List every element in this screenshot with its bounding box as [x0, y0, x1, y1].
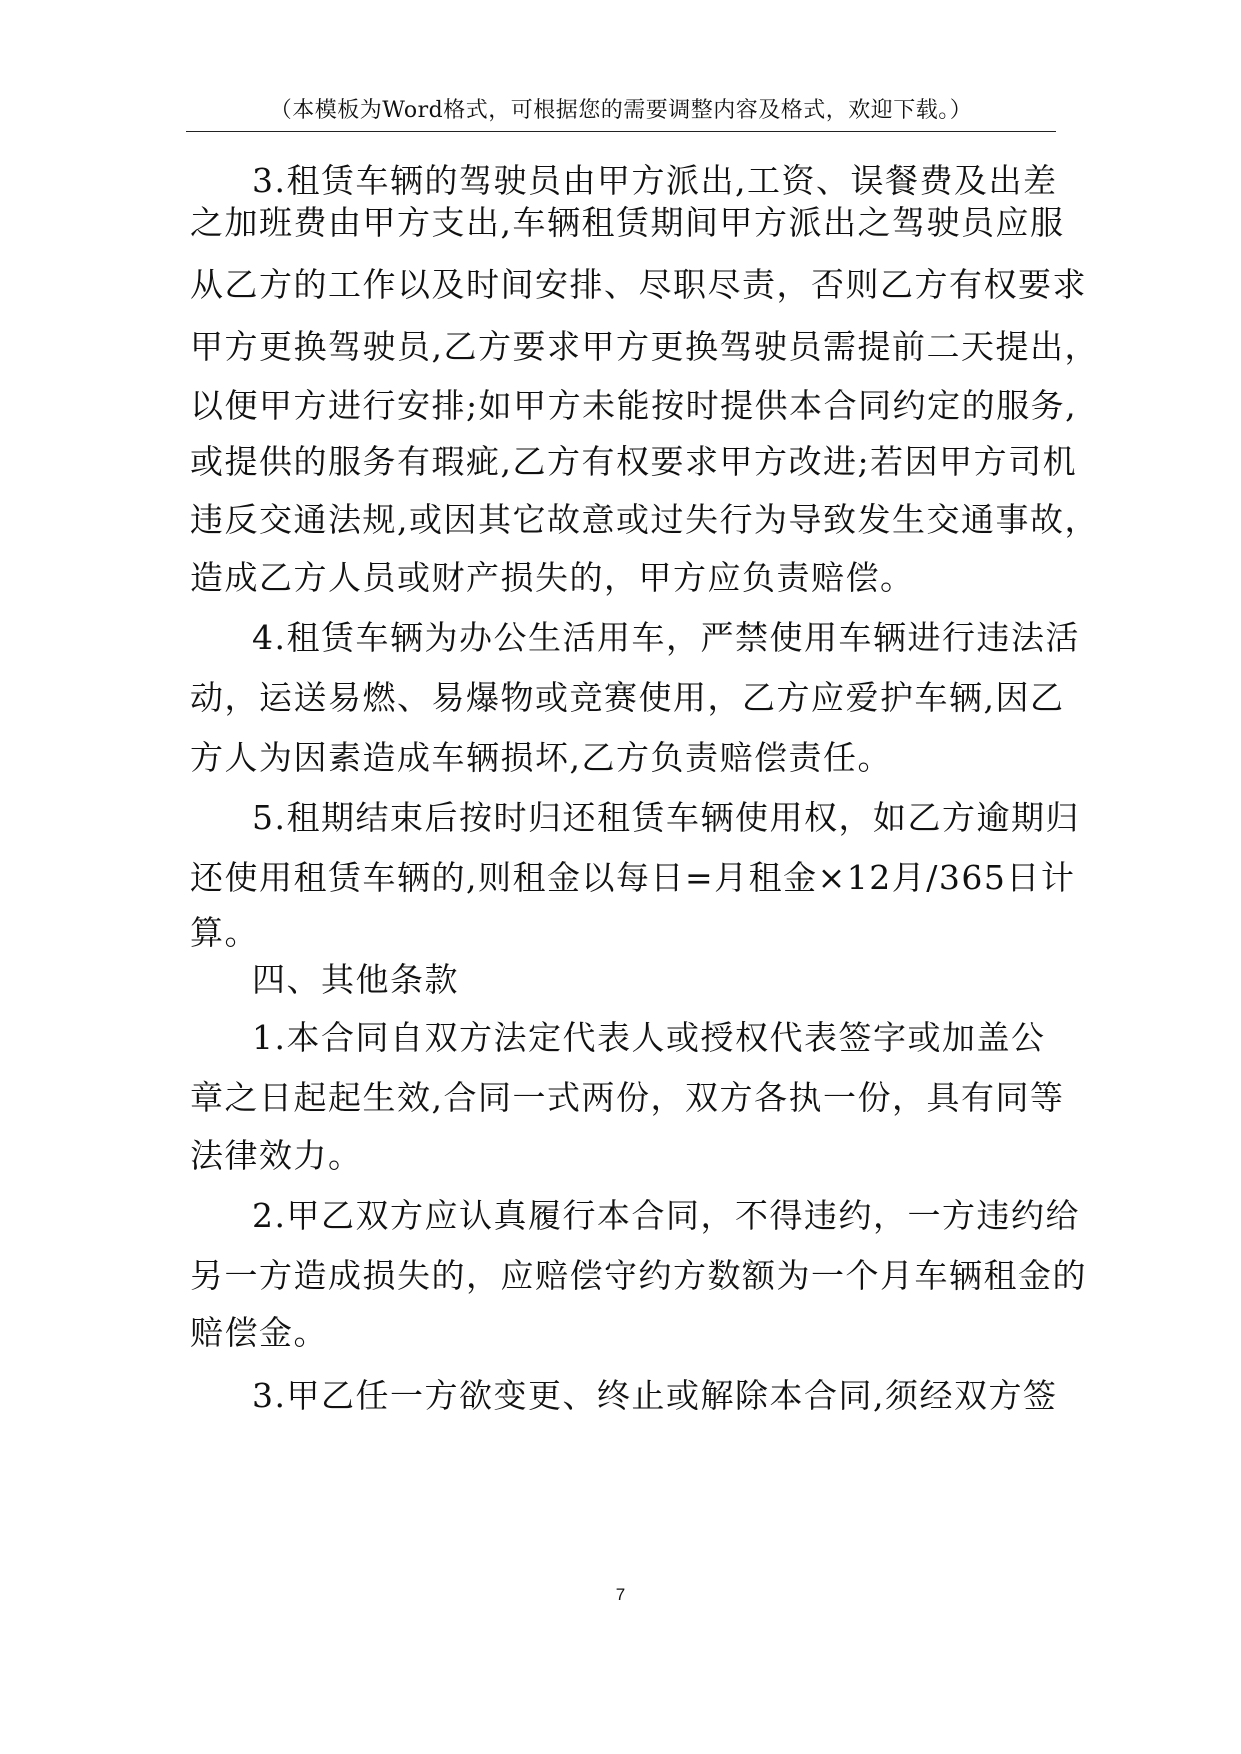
paragraph-line: 另一方造成损失的，应赔偿守约方数额为一个月车辆租金的 [190, 1256, 1087, 1295]
paragraph-line: 算。 [190, 913, 259, 952]
paragraph-line: 5.租期结束后按时归还租赁车辆使用权，如乙方逾期归 [252, 798, 1080, 837]
paragraph-line: 法律效力。 [190, 1136, 363, 1175]
paragraph-line: 从乙方的工作以及时间安排、尽职尽责，否则乙方有权要求 [190, 265, 1087, 304]
paragraph-line: 1.本合同自双方法定代表人或授权代表签字或加盖公 [252, 1018, 1046, 1057]
paragraph-line: 赔偿金。 [190, 1313, 328, 1352]
paragraph-line: 章之日起起生效,合同一式两份，双方各执一份，具有同等 [190, 1078, 1065, 1117]
paragraph-line: 造成乙方人员或财产损失的，甲方应负责赔偿。 [190, 558, 915, 597]
paragraph-line: 3.甲乙任一方欲变更、终止或解除本合同,须经双方签 [252, 1376, 1058, 1415]
section-heading: 四、其他条款 [252, 960, 459, 999]
paragraph-line: 还使用租赁车辆的,则租金以每日=月租金×12月/365日计 [190, 858, 1076, 897]
page-header-note: （本模板为Word格式，可根据您的需要调整内容及格式，欢迎下载。） [269, 98, 973, 123]
paragraph-line: 之加班费由甲方支出,车辆租赁期间甲方派出之驾驶员应服 [190, 203, 1065, 242]
paragraph-line: 甲方更换驾驶员,乙方要求甲方更换驾驶员需提前二天提出， [190, 327, 1099, 366]
page-number: 7 [615, 1585, 626, 1604]
paragraph-line: 3.租赁车辆的驾驶员由甲方派出,工资、误餐费及出差 [252, 161, 1058, 200]
paragraph-line: 2.甲乙双方应认真履行本合同，不得违约，一方违约给 [252, 1196, 1080, 1235]
paragraph-line: 动，运送易燃、易爆物或竞赛使用，乙方应爱护车辆,因乙 [190, 678, 1065, 717]
header-divider [186, 131, 1056, 132]
paragraph-line: 以便甲方进行安排;如甲方未能按时提供本合同约定的服务, [190, 386, 1078, 425]
paragraph-line: 违反交通法规,或因其它故意或过失行为导致发生交通事故， [190, 500, 1099, 539]
paragraph-line: 4.租赁车辆为办公生活用车，严禁使用车辆进行违法活 [252, 618, 1080, 657]
paragraph-line: 或提供的服务有瑕疵,乙方有权要求甲方改进;若因甲方司机 [190, 442, 1078, 481]
paragraph-line: 方人为因素造成车辆损坏,乙方负责赔偿责任。 [190, 738, 892, 777]
